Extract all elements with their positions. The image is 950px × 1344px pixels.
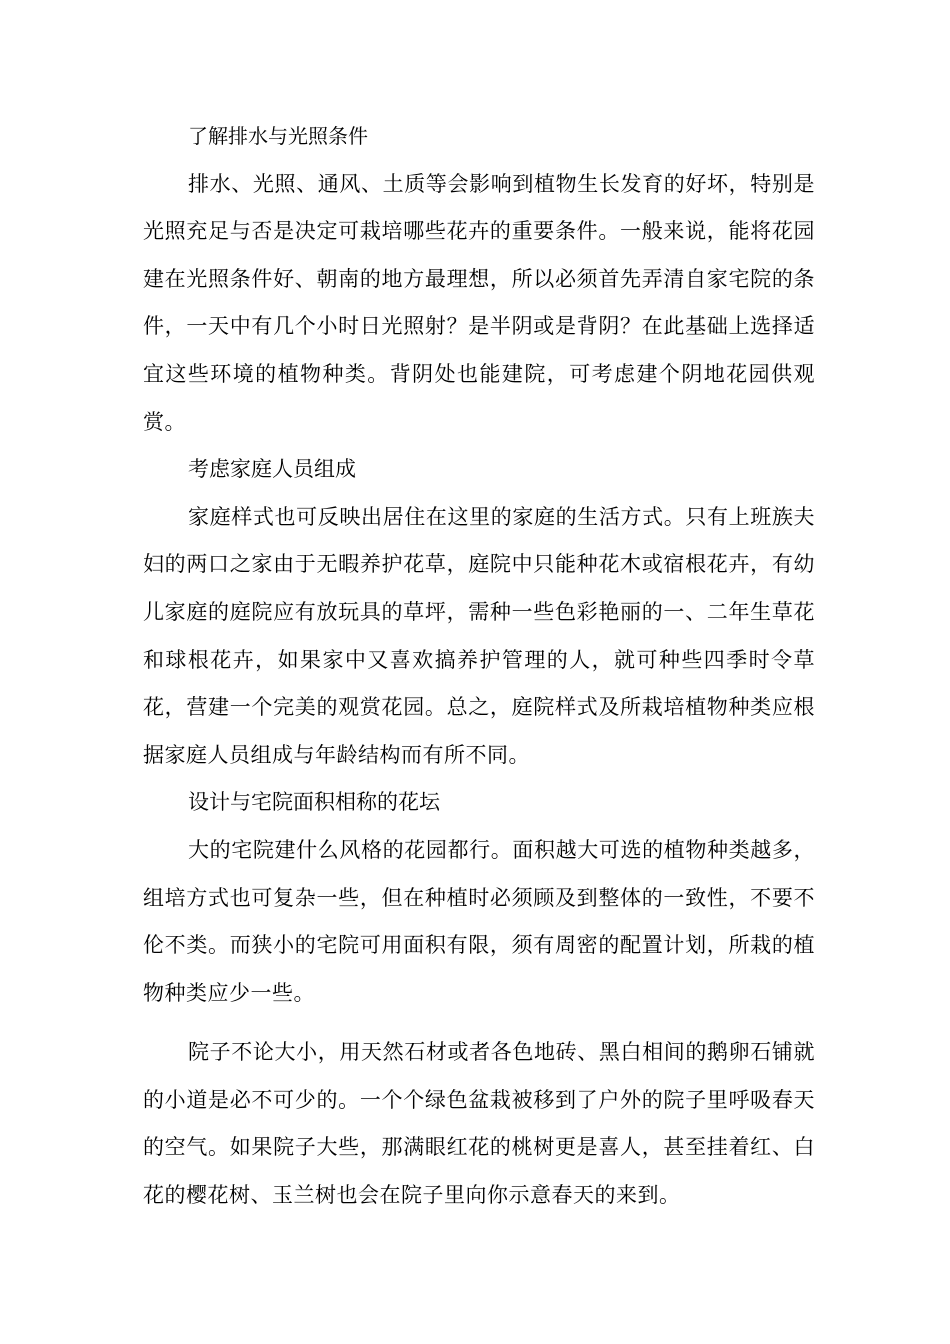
section-heading-garden-size: 设计与宅院面积相称的花坛 [188,790,440,815]
paragraph-drainage-light: 排水、光照、通风、土质等会影响到植物生长发育的好坏，特别是光照充足与否是决定可栽培哪些花卉的重要条件。一般来说，能将花园建在光照条件好、朝南的地方最理想，所以必须首先弄清自家宅院的条件，一天中有几个小时日光照射？是半阴或是背阴？在此基础上选择适宜这些环境的植物种类。背阴处也能建院，可考虑建个阴地花园供观赏。 [143,171,815,434]
paragraph-closing: 院子不论大小，用天然石材或者各色地砖、黑白相间的鹅卵石铺就的小道是必不可少的。一个个绿色盆栽被移到了户外的院子里呼吸春天的空气。如果院子大些，那满眼红花的桃树更是喜人，甚至挂着红、白花的樱花树、玉兰树也会在院子里向你示意春天的来到。 [143,1040,815,1208]
document-body [143,113,815,1220]
section-heading-family-members: 考虑家庭人员组成 [188,457,356,482]
paragraph-family-members: 家庭样式也可反映出居住在这里的家庭的生活方式。只有上班族夫妇的两口之家由于无暇养护花草，庭院中只能种花木或宿根花卉，有幼儿家庭的庭院应有放玩具的草坪，需种一些色彩艳丽的一、二年生草花和球根花卉，如果家中又喜欢搞养护管理的人，就可种些四季时令草花，营建一个完美的观赏花园。总之，庭院样式及所栽培植物种类应根据家庭人员组成与年龄结构而有所不同。 [143,504,815,767]
section-heading-drainage-light: 了解排水与光照条件 [188,124,368,148]
paragraph-garden-size: 大的宅院建什么风格的花园都行。面积越大可选的植物种类越多，组培方式也可复杂一些，但在种植时必须顾及到整体的一致性，不要不伦不类。而狭小的宅院可用面积有限，须有周密的配置计划，所栽的植物种类应少一些。 [143,837,815,1005]
